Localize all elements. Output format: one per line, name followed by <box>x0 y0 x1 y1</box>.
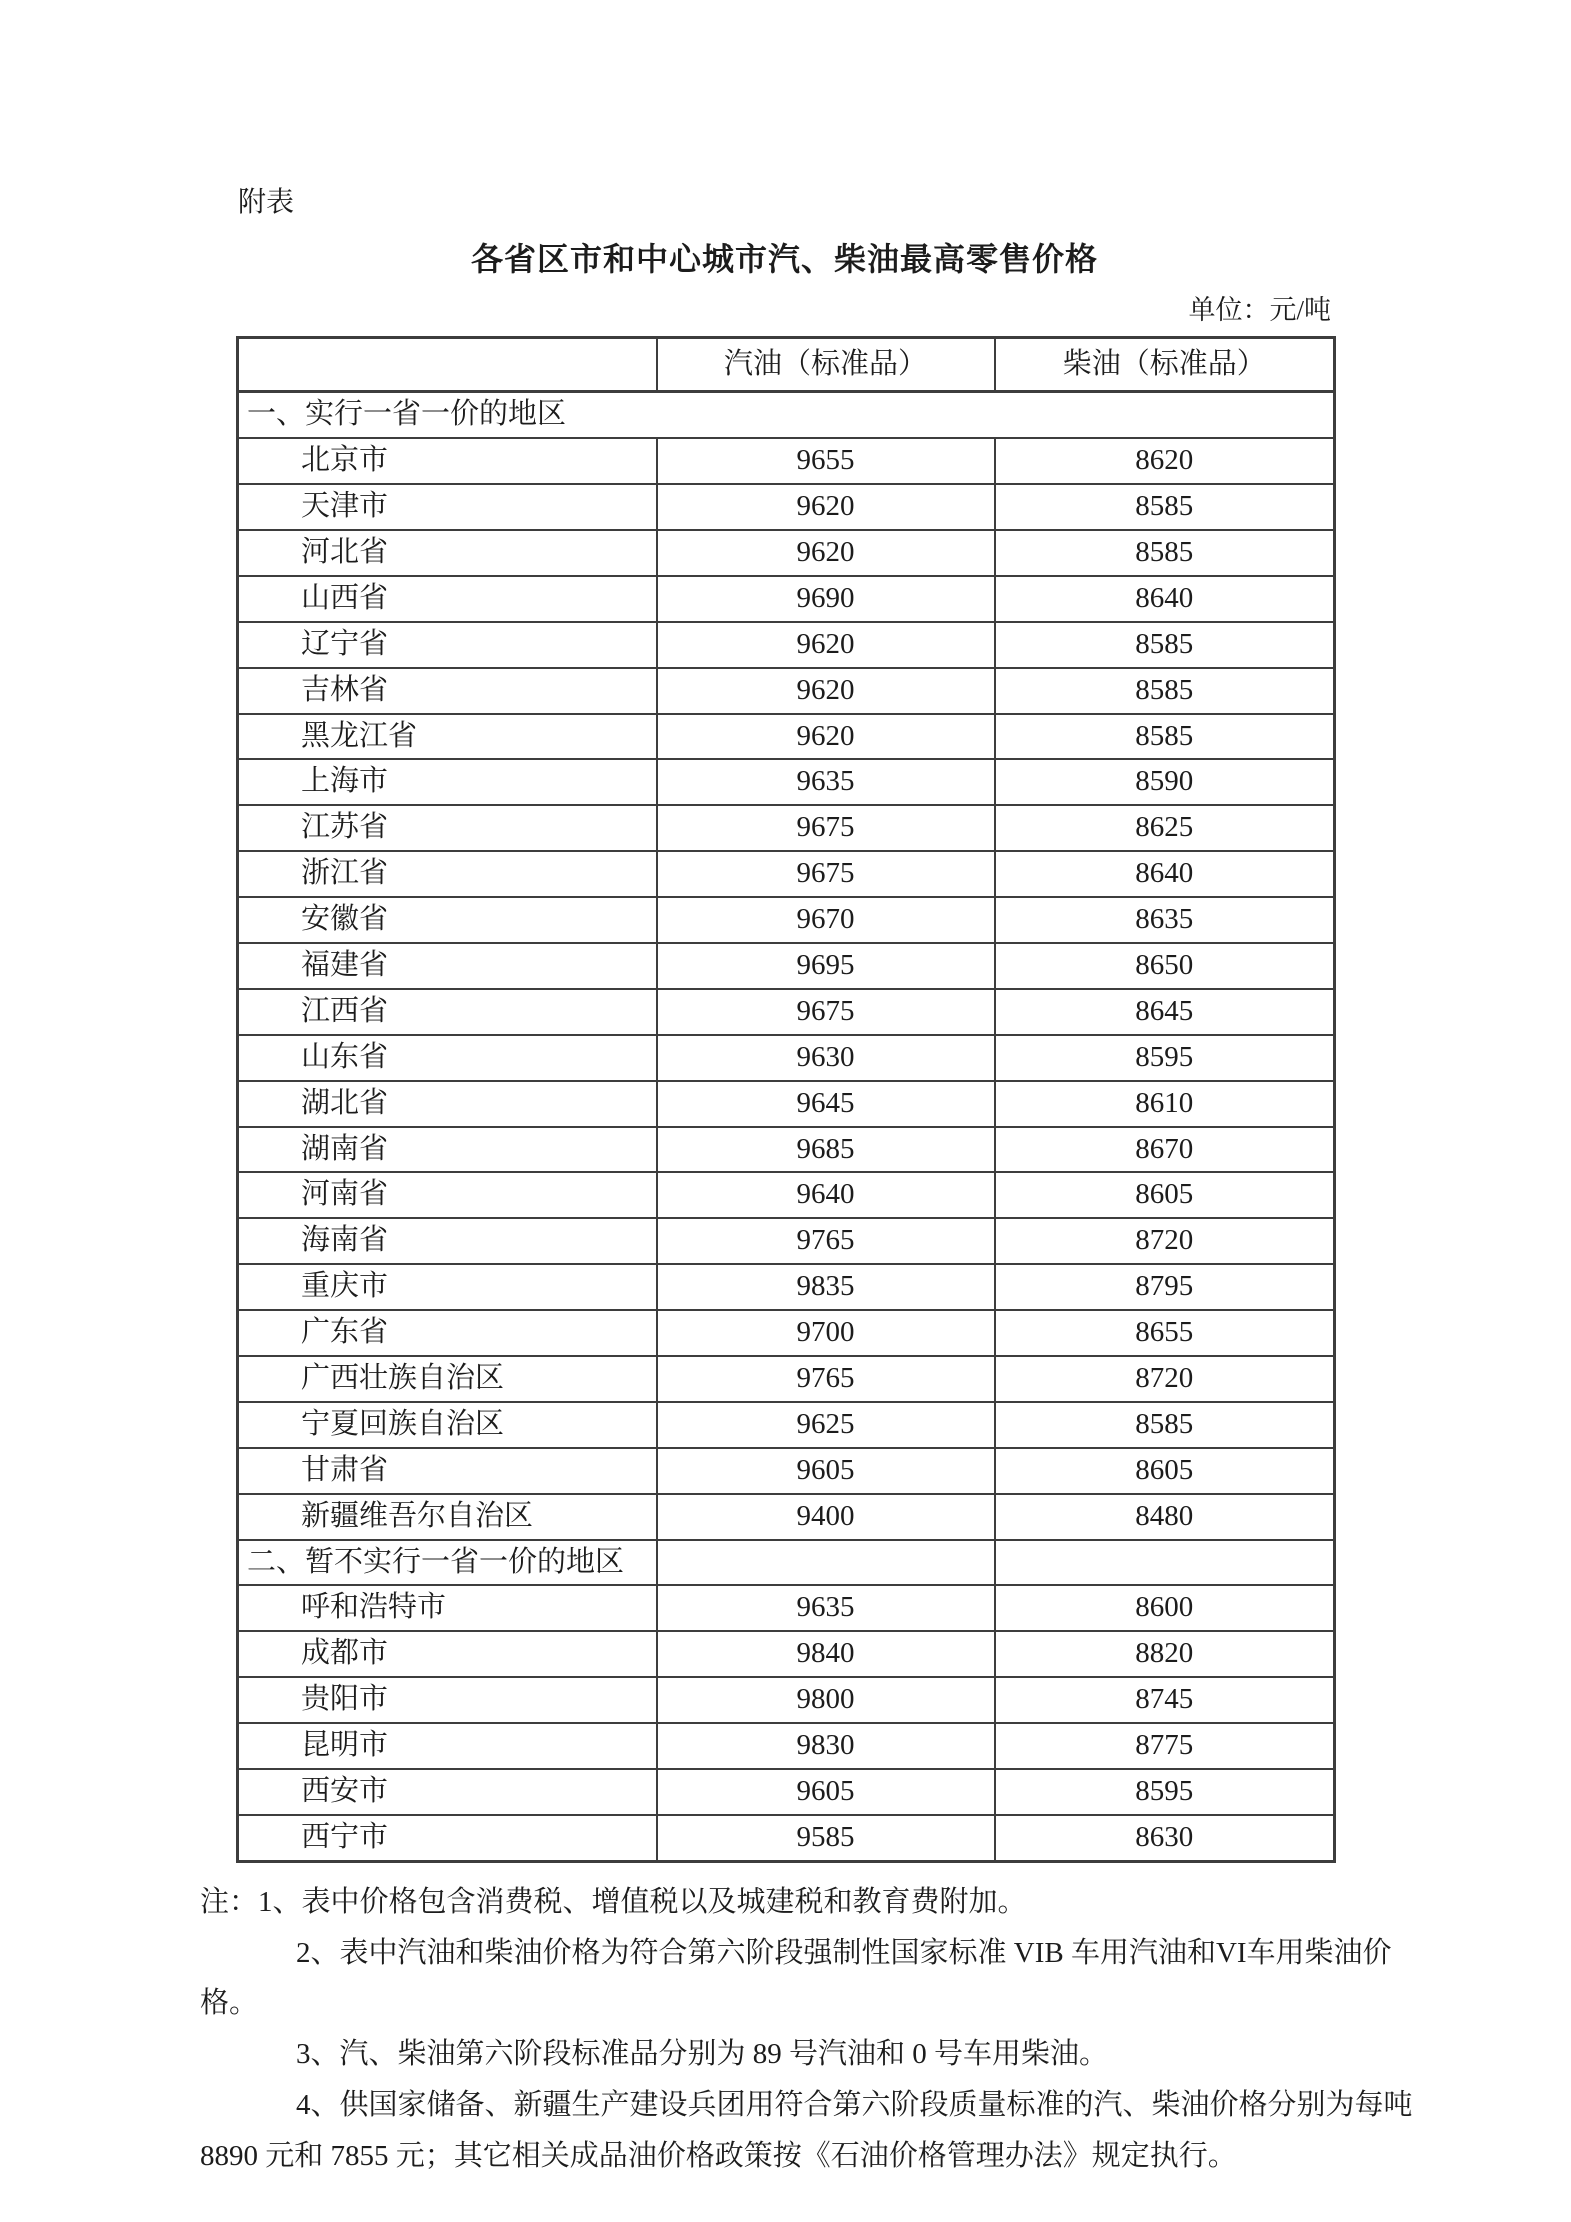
column-header-diesel: 柴油（标准品） <box>995 338 1335 392</box>
region-cell: 湖南省 <box>238 1127 657 1173</box>
note-item: 2、表中汽油和柴油价格为符合第六阶段强制性国家标准 VIB 车用汽油和VI车用柴油价格。 <box>200 1936 1392 2020</box>
region-cell: 吉林省 <box>238 668 657 714</box>
table-row <box>238 1769 1335 1815</box>
region-cell: 浙江省 <box>238 851 657 897</box>
table-row <box>238 1035 1335 1081</box>
table-row <box>238 897 1335 943</box>
region-cell: 江西省 <box>238 989 657 1035</box>
diesel-price-cell: 8605 <box>995 1448 1335 1494</box>
note-item: 3、汽、柴油第六阶段标准品分别为 89 号汽油和 0 号车用柴油。 <box>296 2038 1109 2071</box>
region-cell: 安徽省 <box>238 897 657 943</box>
table-row <box>238 576 1335 622</box>
table-row <box>238 1585 1335 1631</box>
region-cell: 甘肃省 <box>238 1448 657 1494</box>
gasoline-price-cell: 9830 <box>657 1723 995 1769</box>
table-row <box>238 1218 1335 1264</box>
table-row <box>238 714 1335 760</box>
notes <box>200 1877 1432 2182</box>
gasoline-price-cell: 9675 <box>657 805 995 851</box>
region-cell: 河南省 <box>238 1172 657 1218</box>
diesel-price-cell: 8620 <box>995 438 1335 484</box>
diesel-price-cell: 8600 <box>995 1585 1335 1631</box>
region-cell: 新疆维吾尔自治区 <box>238 1494 657 1540</box>
gasoline-price-cell: 9620 <box>657 530 995 576</box>
diesel-price-cell: 8645 <box>995 989 1335 1035</box>
table-row <box>238 1172 1335 1218</box>
region-cell: 河北省 <box>238 530 657 576</box>
table-row <box>238 622 1335 668</box>
section-header-row <box>238 1540 1335 1586</box>
table-row <box>238 668 1335 714</box>
table-row <box>238 530 1335 576</box>
table-row <box>238 1402 1335 1448</box>
diesel-price-cell: 8630 <box>995 1815 1335 1861</box>
gasoline-price-cell: 9675 <box>657 989 995 1035</box>
diesel-price-cell: 8595 <box>995 1769 1335 1815</box>
region-cell: 成都市 <box>238 1631 657 1677</box>
table-row <box>238 851 1335 897</box>
table-row <box>238 438 1335 484</box>
gasoline-price-cell: 9840 <box>657 1631 995 1677</box>
region-cell: 上海市 <box>238 759 657 805</box>
diesel-price-cell: 8795 <box>995 1264 1335 1310</box>
diesel-price-cell: 8605 <box>995 1172 1335 1218</box>
region-cell: 福建省 <box>238 943 657 989</box>
diesel-price-cell: 8585 <box>995 668 1335 714</box>
diesel-price-cell: 8585 <box>995 484 1335 530</box>
column-header-gasoline: 汽油（标准品） <box>657 338 995 392</box>
region-cell: 重庆市 <box>238 1264 657 1310</box>
gasoline-price-cell: 9630 <box>657 1035 995 1081</box>
note-item <box>200 1877 1432 1928</box>
gasoline-price-cell: 9670 <box>657 897 995 943</box>
gasoline-price-cell: 9655 <box>657 438 995 484</box>
gasoline-price-cell: 9400 <box>657 1494 995 1540</box>
diesel-price-cell: 8720 <box>995 1218 1335 1264</box>
table-row <box>238 1356 1335 1402</box>
diesel-price-cell: 8585 <box>995 714 1335 760</box>
table-row <box>238 1815 1335 1861</box>
diesel-price-cell: 8610 <box>995 1081 1335 1127</box>
diesel-price-cell: 8670 <box>995 1127 1335 1173</box>
gasoline-price-cell: 9765 <box>657 1218 995 1264</box>
table-row <box>238 943 1335 989</box>
region-cell: 西宁市 <box>238 1815 657 1861</box>
region-cell: 贵阳市 <box>238 1677 657 1723</box>
empty-cell <box>995 1540 1335 1586</box>
region-cell: 山西省 <box>238 576 657 622</box>
gasoline-price-cell: 9605 <box>657 1769 995 1815</box>
diesel-price-cell: 8775 <box>995 1723 1335 1769</box>
gasoline-price-cell: 9690 <box>657 576 995 622</box>
section-title: 一、实行一省一价的地区 <box>238 392 1335 438</box>
region-cell: 山东省 <box>238 1035 657 1081</box>
gasoline-price-cell: 9620 <box>657 668 995 714</box>
diesel-price-cell: 8720 <box>995 1356 1335 1402</box>
diesel-price-cell: 8745 <box>995 1677 1335 1723</box>
diesel-price-cell: 8585 <box>995 622 1335 668</box>
diesel-price-cell: 8595 <box>995 1035 1335 1081</box>
gasoline-price-cell: 9700 <box>657 1310 995 1356</box>
table-row <box>238 1631 1335 1677</box>
empty-cell <box>657 1540 995 1586</box>
price-table <box>236 336 1336 1862</box>
diesel-price-cell: 8590 <box>995 759 1335 805</box>
column-header-region <box>238 338 657 392</box>
diesel-price-cell: 8640 <box>995 851 1335 897</box>
region-cell: 昆明市 <box>238 1723 657 1769</box>
section-header-row <box>238 392 1335 438</box>
diesel-price-cell: 8635 <box>995 897 1335 943</box>
diesel-price-cell: 8480 <box>995 1494 1335 1540</box>
gasoline-price-cell: 9645 <box>657 1081 995 1127</box>
gasoline-price-cell: 9640 <box>657 1172 995 1218</box>
region-cell: 呼和浩特市 <box>238 1585 657 1631</box>
table-row <box>238 1264 1335 1310</box>
note-prefix: 注： <box>200 1885 259 1918</box>
section-title: 二、暂不实行一省一价的地区 <box>238 1540 657 1586</box>
region-cell: 广东省 <box>238 1310 657 1356</box>
gasoline-price-cell: 9835 <box>657 1264 995 1310</box>
region-cell: 辽宁省 <box>238 622 657 668</box>
diesel-price-cell: 8625 <box>995 805 1335 851</box>
region-cell: 海南省 <box>238 1218 657 1264</box>
gasoline-price-cell: 9800 <box>657 1677 995 1723</box>
table-row <box>238 989 1335 1035</box>
table-row <box>238 1081 1335 1127</box>
gasoline-price-cell: 9605 <box>657 1448 995 1494</box>
table-header-row <box>238 338 1335 392</box>
table-row <box>238 1494 1335 1540</box>
region-cell: 西安市 <box>238 1769 657 1815</box>
table-row <box>238 1677 1335 1723</box>
gasoline-price-cell: 9585 <box>657 1815 995 1861</box>
region-cell: 北京市 <box>238 438 657 484</box>
region-cell: 黑龙江省 <box>238 714 657 760</box>
table-row <box>238 1723 1335 1769</box>
diesel-price-cell: 8585 <box>995 530 1335 576</box>
gasoline-price-cell: 9625 <box>657 1402 995 1448</box>
table-row <box>238 1127 1335 1173</box>
gasoline-price-cell: 9620 <box>657 714 995 760</box>
table-row <box>238 759 1335 805</box>
diesel-price-cell: 8820 <box>995 1631 1335 1677</box>
gasoline-price-cell: 9635 <box>657 759 995 805</box>
diesel-price-cell: 8650 <box>995 943 1335 989</box>
diesel-price-cell: 8585 <box>995 1402 1335 1448</box>
note-text: 1、表中价格包含消费税、增值税以及城建税和教育费附加。 <box>258 1885 1027 1918</box>
region-cell: 广西壮族自治区 <box>238 1356 657 1402</box>
gasoline-price-cell: 9620 <box>657 484 995 530</box>
document-title: 各省区市和中心城市汽、柴油最高零售价格 <box>470 240 1098 277</box>
gasoline-price-cell: 9695 <box>657 943 995 989</box>
diesel-price-cell: 8655 <box>995 1310 1335 1356</box>
table-row <box>238 805 1335 851</box>
gasoline-price-cell: 9765 <box>657 1356 995 1402</box>
region-cell: 湖北省 <box>238 1081 657 1127</box>
region-cell: 天津市 <box>238 484 657 530</box>
gasoline-price-cell: 9635 <box>657 1585 995 1631</box>
region-cell: 江苏省 <box>238 805 657 851</box>
gasoline-price-cell: 9685 <box>657 1127 995 1173</box>
gasoline-price-cell: 9675 <box>657 851 995 897</box>
table-row <box>238 484 1335 530</box>
unit-label: 单位：元/吨 <box>1188 294 1331 325</box>
table-row <box>238 1310 1335 1356</box>
diesel-price-cell: 8640 <box>995 576 1335 622</box>
table-row <box>238 1448 1335 1494</box>
region-cell: 宁夏回族自治区 <box>238 1402 657 1448</box>
note-item: 4、供国家储备、新疆生产建设兵团用符合第六阶段质量标准的汽、柴油价格分别为每吨 8890 元和 7855 元；其它相关成品油价格政策按《石油价格管理办法》规定执行。 <box>200 2088 1413 2172</box>
gasoline-price-cell: 9620 <box>657 622 995 668</box>
attachment-label: 附表 <box>238 187 295 218</box>
